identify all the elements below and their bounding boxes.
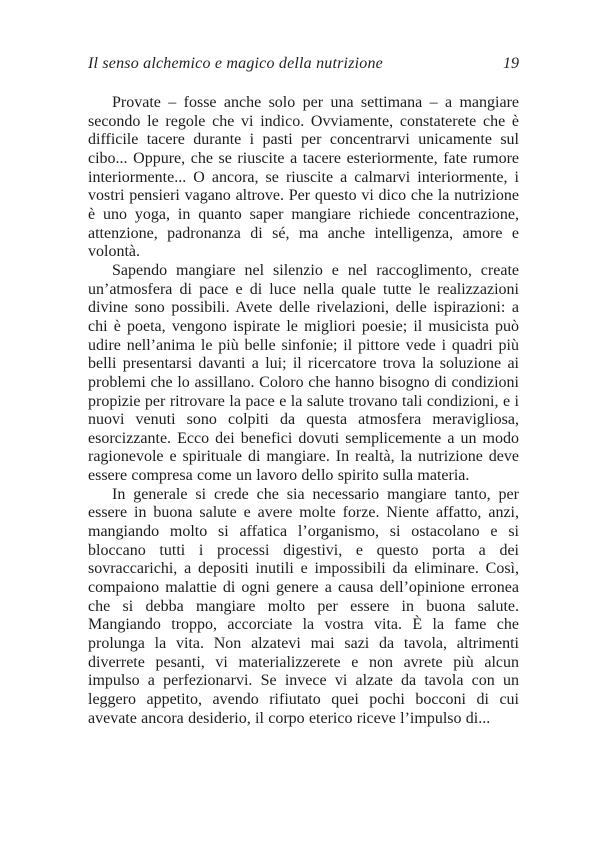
page-body xyxy=(88,94,519,728)
paragraph: Sapendo mangiare nel silenzio e nel raccoglimento, create un’atmosfera di pace e di luce nella quale tutte le realizzazioni divine sono possibili. Avete delle rivelazioni, delle ispirazioni: a chi è poeta, vengono ispirate le migliori poesie; il musicista può udire nell’anima le più belle sinfonie; il pittore vede i quadri più belli presentarsi davanti a lui; il ricercatore trova la soluzione ai problemi che lo assillano. Coloro che hanno bisogno di condizioni propizie per ritrovare la pace e la salute trovano tali condizioni, e i nuovi venuti sono colpiti da questa atmosfera meravigliosa, esorcizzante. Ecco dei benefici dovuti semplicemente a un modo ragionevole e spirituale di mangiare. In realtà, la nutrizione deve essere compresa come un lavoro dello spirito sulla materia. xyxy=(88,261,519,485)
running-header xyxy=(88,54,519,73)
page-number: 19 xyxy=(503,55,519,72)
chapter-title: Il senso alchemico e magico della nutrizione xyxy=(88,55,383,72)
paragraph: In generale si crede che sia necessario mangiare tanto, per essere in buona salute e avere molte forze. Niente affatto, anzi, mangiando molto si affatica l’organismo, si ostacolano e si bloccano tutti i processi digestivi, e questo porta a dei sovraccarichi, a depositi inutili e impossibili da eliminare. Così, compaiono malattie di ogni genere a causa dell’opinione erronea che si debba mangiare molto per essere in buona salute. Mangiando troppo, accorciate la vostra vita. È la fame che prolunga la vita. Non alzatevi mai sazi da tavola, altrimenti diverrete pesanti, vi materializzerete e non avrete più alcun impulso a perfezionarvi. Se invece vi alzate da tavola con un leggero appetito, avendo rifiutato quei pochi bocconi di cui avevate ancora desiderio, il corpo eterico riceve l’impulso di... xyxy=(88,485,519,727)
text-column xyxy=(88,54,519,728)
paragraph: Provate – fosse anche solo per una settimana – a mangiare secondo le regole che vi indico. Ovviamente, constaterete che è difficile tacere durante i pasti per concentrarvi unicamente sul cibo... Oppure, che se riuscite a tacere esteriormente, fate rumore interiormente... O ancora, se riuscite a calmarvi interiormente, i vostri pensieri vagano altrove. Per questo vi dico che la nutrizione è uno yoga, in quanto saper mangiare richiede concentrazione, attenzione, padronanza di sé, ma anche intelligenza, amore e volontà. xyxy=(88,94,519,261)
